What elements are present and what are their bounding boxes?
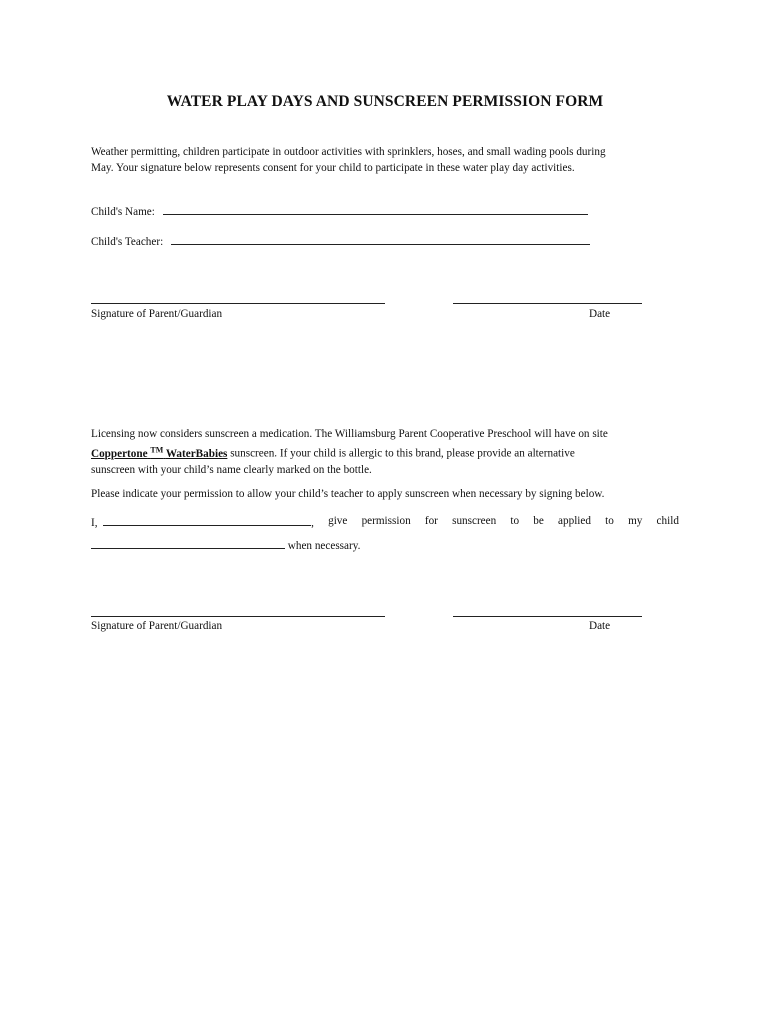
signature-label-2: Signature of Parent/Guardian	[91, 620, 223, 632]
word-be: be	[533, 515, 544, 527]
signature-line-1[interactable]	[91, 303, 385, 304]
word-give: give	[328, 515, 348, 527]
trademark-symbol: TM	[150, 445, 164, 454]
indicate-permission-text: Please indicate your permission to allow your child’s teacher to apply sunscreen when necessary by signing below.	[91, 488, 605, 500]
date-label-1: Date	[589, 308, 611, 320]
child-teacher-label: Child's Teacher:	[91, 236, 164, 248]
licensing-line-2-rest: sunscreen. If your child is allergic to this brand, please provide an alternative	[227, 447, 575, 460]
word-permission: permission	[361, 515, 411, 527]
licensing-line-2	[91, 442, 681, 462]
child-permission-line	[91, 538, 360, 552]
child-teacher-field	[91, 233, 590, 248]
child-name-blank[interactable]	[163, 203, 588, 215]
word-for: for	[424, 515, 438, 527]
when-necessary-text: when necessary.	[285, 540, 361, 552]
child-teacher-blank[interactable]	[171, 233, 590, 245]
permission-i: I, ,	[91, 517, 314, 529]
form-title: WATER PLAY DAYS AND SUNSCREEN PERMISSION FORM	[166, 93, 604, 110]
licensing-paragraph	[91, 426, 681, 478]
child-name-blank-2[interactable]	[91, 538, 285, 549]
word-child: child	[656, 515, 679, 527]
licensing-line-1: Licensing now considers sunscreen a medication. The Williamsburg Parent Cooperative Preschool will have on site	[91, 428, 608, 440]
date-line-2[interactable]	[453, 616, 642, 617]
brand-name: Coppertone ™ WaterBabies	[91, 445, 228, 460]
intro-line-1: Weather permitting, children participate in outdoor activities with sprinklers, hoses, and small wading pools during	[91, 146, 606, 158]
date-line-1[interactable]	[453, 303, 642, 304]
licensing-line-3: sunscreen with your child’s name clearly marked on the bottle.	[91, 463, 372, 476]
word-my: my	[628, 515, 643, 527]
brand-product: WaterBabies	[165, 447, 228, 460]
intro-line-2: May. Your signature below represents consent for your child to participate in these water play day activities.	[91, 162, 575, 174]
signature-label-1: Signature of Parent/Guardian	[91, 308, 223, 320]
guardian-name-blank[interactable]	[103, 515, 311, 526]
word-applied: applied	[558, 515, 591, 527]
intro-paragraph	[91, 144, 681, 176]
word-sunscreen: sunscreen	[452, 515, 497, 527]
signature-line-2[interactable]	[91, 616, 385, 617]
permission-line	[91, 515, 679, 529]
date-label-2: Date	[589, 620, 611, 632]
child-name-field	[91, 203, 588, 218]
child-name-label: Child's Name:	[91, 206, 155, 218]
word-to: to	[510, 515, 520, 527]
word-to-2: to	[605, 515, 614, 527]
